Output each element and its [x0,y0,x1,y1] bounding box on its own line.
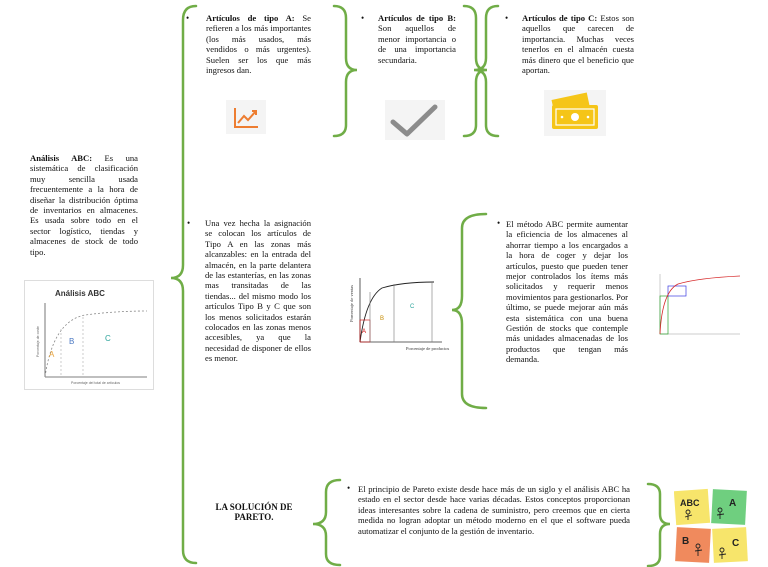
tile-c-label: C [732,538,740,549]
tile-b-label: B [682,536,690,547]
mid-zone-c: C [410,304,415,310]
money-icon [544,90,606,136]
mid-zone-a: A [362,329,367,335]
type-b-title: Artículos de tipo B: [378,13,456,23]
method-text: El método ABC permite aumentar la eficiencia de los almacenes al ahorrar tiempo a los encargados a la hora de coger y dejar los artículos, puesto que pueden tener mejor controlados los ítems más solicitados y requerir menos movimientos para gestionarlos. Por último, se puede mejorar aún más esta sistemática con una buena Gestión de stocks que contemple más unidades almacenadas de los productos que tengan más demanda. [506,219,628,365]
intro-title: Análisis ABC: [30,153,93,163]
tile-a-label: A [729,498,737,509]
brace-type-a [334,6,357,136]
type-c-title: Artículos de tipo C: [522,13,598,23]
bullet-placement: • [187,218,191,228]
brace-pareto [313,480,340,565]
tile-abc-label: ABC [680,498,700,508]
intro-chart-title: Análisis ABC [55,289,105,298]
type-a-body: Se refieren a los más importantes (los más usados, más vendidos o más urgentes). Suelen ser los que más ingresos dan. [206,13,311,76]
intro-abc-chart-svg [25,281,153,389]
mid-zone-b: B [380,316,385,322]
tile-c [712,527,748,563]
type-a-text [206,13,311,75]
type-a-title: Artículos de tipo A: [206,13,295,23]
pareto-chart [648,268,744,344]
pareto-text: El principio de Pareto existe desde hace más de un siglo y el análisis ABC ha estado en el sector desde hace varias décadas. Estos conceptos proporcionan ideas interesantes sobre la cadena de suministro, pero creemos que en cierta medida no logran adoptar un método moderno en el que el software pueda automatizar el conjunto de la gestión de inventario. [358,484,630,536]
mid-abc-chart [342,270,458,354]
intro-abc-chart [24,280,154,390]
main-brace [171,6,196,563]
type-c-body: Estos son aquellos que carecen de importancia. Muchas veces tenerlos en el almacén cuesta más dinero que el beneficio que aportan. [522,13,635,76]
brace-tiles [648,484,670,566]
bullet-pareto: • [347,483,351,493]
intro-zone-b: B [69,337,75,346]
bullet-type-b: • [361,13,365,23]
intro-chart-xlabel: Porcentaje del total de artículos [71,381,121,385]
intro-body: Es una sistemática de clasificación muy sencilla usada frecuentemente a la hora de diseñar la distribución óptima de inventarios en almacenes. Es usada sobre todo en el sector logístico, tiendas y almacenes de stock de todo tipo. [30,153,138,257]
intro-curve [45,311,147,377]
checkmark-icon [385,100,445,140]
type-b-text [378,13,456,65]
mid-curve [360,282,434,342]
intro-chart-ylabel: Porcentaje de coste [36,326,40,357]
chart-trend-icon [226,100,266,134]
intro-zone-c: C [105,334,111,343]
intro-text [30,153,138,257]
pareto-heading: LA SOLUCIÓN DE PARETO. [215,502,293,523]
bullet-type-c: • [505,13,509,23]
mid-chart-xlabel: Porcentaje de productos [406,346,450,351]
type-c-text [522,13,634,75]
placement-text: Una vez hecha la asignación se colocan los artículos de Tipo A en las zonas más alcanzables: en la entrada del almacén, en la parte delantera de las estanterías, en las zonas mas transitadas de las tiendas... del mismo modo los artículos Tipo B y C que son los menos solicitados estarán colocados en las zonas menos accesibles, ya que la necesidad de disponer de ellos es menor. [205,218,311,364]
mid-chart-ylabel: Porcentaje de ventas [349,285,354,322]
bullet-type-a: • [186,13,190,23]
abc-tiles-illustration [674,488,748,564]
type-b-body: Son aquellos de menor importancia o de una importancia secundaria. [378,23,456,65]
intro-zone-a: A [49,350,55,359]
bullet-method: • [497,218,501,228]
tile-b [675,527,711,563]
